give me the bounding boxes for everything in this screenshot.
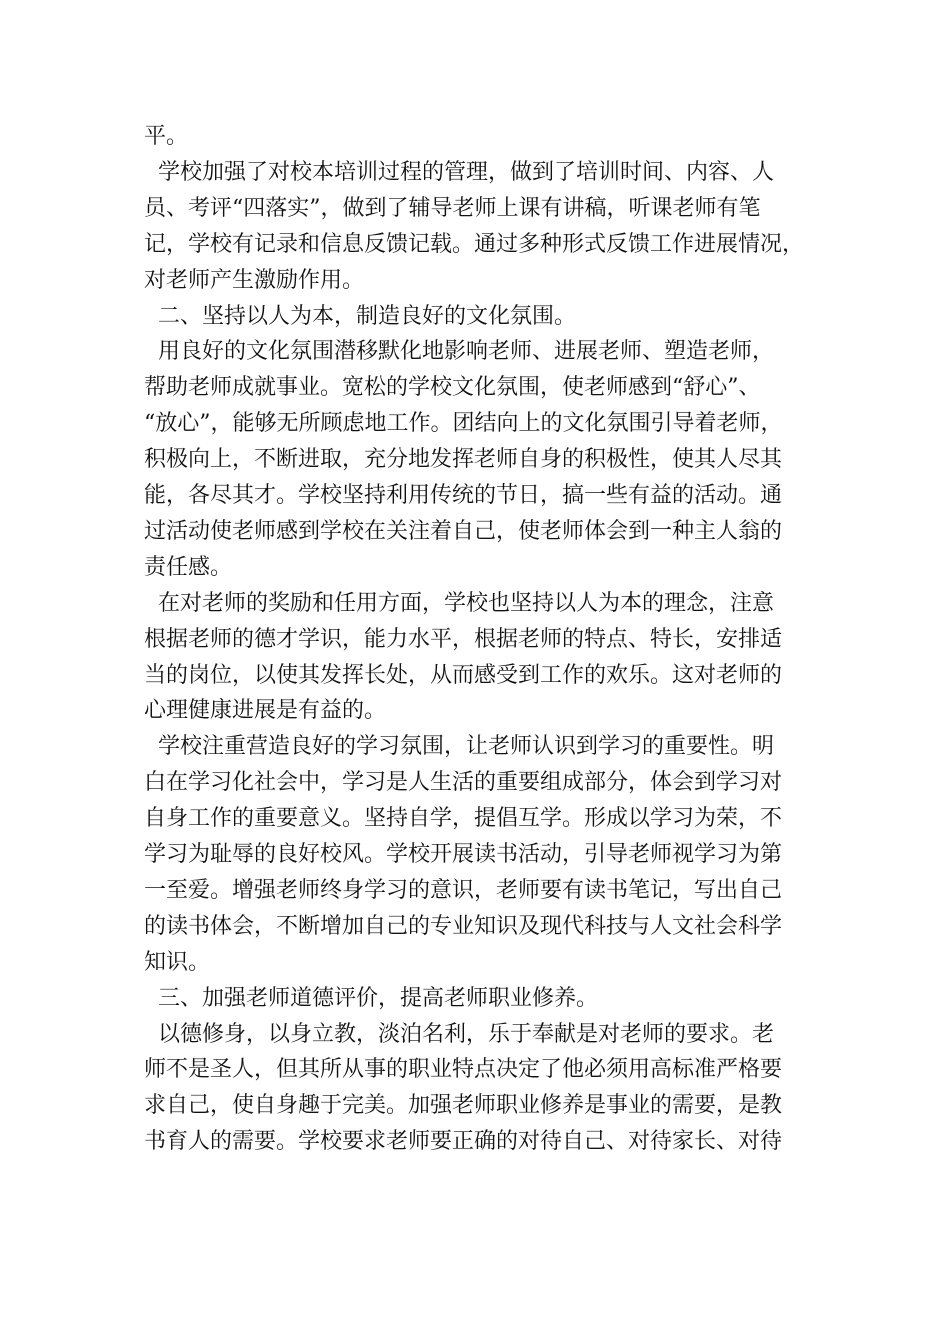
paragraph-line: 学习为耻辱的良好校风。学校开展读书活动，引导老师视学习为第 <box>144 842 783 867</box>
paragraph-line: 心理健康进展是有益的。 <box>144 698 387 724</box>
paragraph-line: 自身工作的重要意义。坚持自学，提倡互学。形成以学习为荣，不 <box>144 806 783 832</box>
paragraph-line: 对老师产生激励作用。 <box>144 267 365 293</box>
paragraph-line: 帮助老师成就事业。宽松的学校文化氛围，使老师感到“舒心”、 <box>144 375 761 401</box>
paragraph-line: 员、考评“四落实”，做到了辅导老师上课有讲稿，听课老师有笔 <box>144 195 761 221</box>
paragraph-line: 三、加强老师道德评价，提高老师职业修养。 <box>144 985 598 1011</box>
paragraph-line: 一至爱。增强老师终身学习的意识，老师要有读书笔记，写出自己 <box>144 877 783 903</box>
paragraph-line: 书育人的需要。学校要求老师要正确的对待自己、对待家长、对待 <box>144 1129 783 1155</box>
paragraph-line: 在对老师的奖励和任用方面，学校也坚持以人为本的理念，注意 <box>144 590 774 616</box>
paragraph-line: 师不是圣人，但其所从事的职业特点决定了他必须用高标准严格要 <box>144 1057 783 1083</box>
paragraph-line: 学校注重营造良好的学习氛围，让老师认识到学习的重要性。明 <box>144 734 774 760</box>
paragraph-line: 记，学校有记录和信息反馈记载。通过多种形式反馈工作进展情况， <box>144 231 805 257</box>
paragraph-line: 责任感。 <box>144 554 233 580</box>
paragraph-line: 求自己，使自身趣于完美。加强老师职业修养是事业的需要，是教 <box>144 1093 783 1119</box>
paragraph-line: 二、坚持以人为本，制造良好的文化氛围。 <box>144 303 576 329</box>
paragraph-line: 用良好的文化氛围潜移默化地影响老师、进展老师、塑造老师， <box>144 339 774 365</box>
paragraph-line: 当的岗位，以使其发挥长处，从而感受到工作的欢乐。这对老师的 <box>144 662 783 688</box>
paragraph-line: 的读书体会，不断增加自己的专业知识及现代科技与人文社会科学 <box>144 913 783 939</box>
paragraph-line: 平。 <box>144 124 189 149</box>
paragraph-line: 能，各尽其才。学校坚持利用传统的节日，搞一些有益的活动。通 <box>144 483 783 508</box>
paragraph-line: 积极向上，不断进取，充分地发挥老师自身的积极性，使其人尽其 <box>144 447 783 473</box>
paragraph-line: 知识。 <box>144 949 211 975</box>
paragraph-line: 以德修身，以身立教，淡泊名利，乐于奉献是对老师的要求。老 <box>144 1021 774 1047</box>
paragraph-line: 根据老师的德才学识，能力水平，根据老师的特点、特长，安排适 <box>144 626 783 652</box>
paragraph-line: 白在学习化社会中，学习是人生活的重要组成部分，体会到学习对 <box>144 770 783 796</box>
paragraph-line: 学校加强了对校本培训过程的管理，做到了培训时间、内容、人 <box>144 159 774 185</box>
paragraph-line: “放心”，能够无所顾虑地工作。团结向上的文化氛围引导着老师， <box>144 411 783 437</box>
paragraph-line: 过活动使老师感到学校在关注着自己，使老师体会到一种主人翁的 <box>144 518 783 544</box>
